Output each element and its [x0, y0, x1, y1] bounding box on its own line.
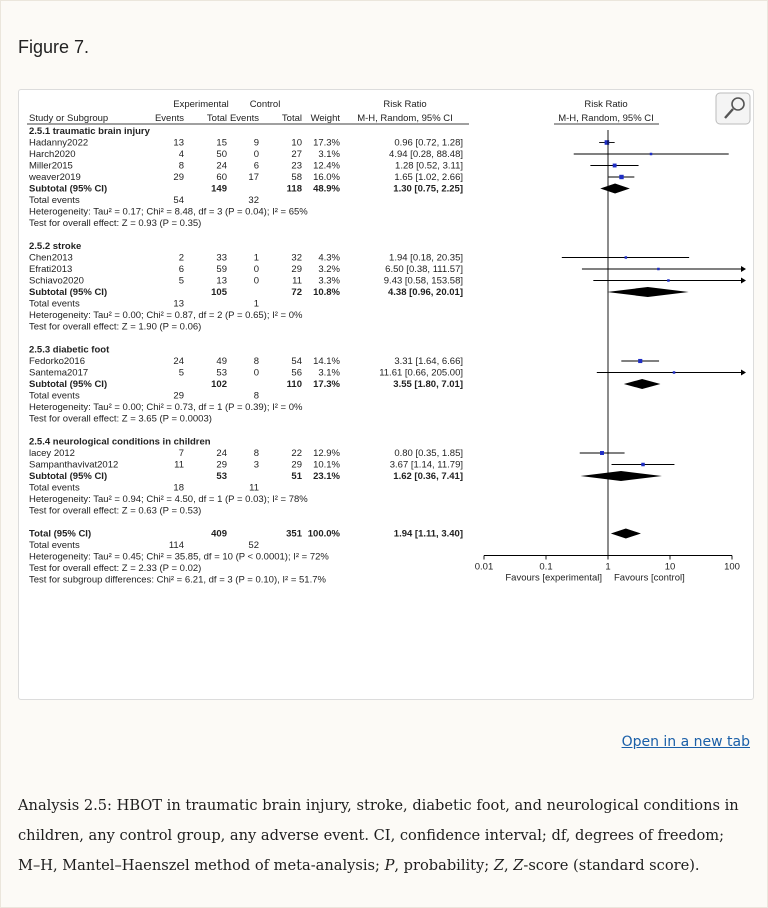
study-ctl-events: 6 — [253, 160, 259, 172]
header-study: Study or Subgroup — [29, 113, 109, 124]
header-method-plot: M-H, Random, 95% CI — [558, 113, 654, 124]
caption-part: Analysis 2.5: HBOT in traumatic brain injury, stroke, diabetic foot, and neurological conditions in children, any control group, any adverse event. CI, confidence interval; df, degrees of freedom; M–H, Mantel–Haenszel method of meta-analysis; — [18, 797, 739, 874]
total-events-exp: 18 — [173, 482, 184, 494]
header-method: M-H, Random, 95% CI — [357, 113, 453, 124]
heterogeneity-text: Heterogeneity: Tau² = 0.17; Chi² = 8.48, df = 3 (P = 0.04); I² = 65% — [29, 206, 308, 218]
study-ci: 11.61 [0.66, 205.00] — [379, 367, 463, 379]
study-ctl-events: 0 — [253, 275, 259, 287]
study-name: weaver2019 — [29, 172, 81, 183]
study-weight: 3.2% — [318, 264, 340, 275]
caption-part: , probability; — [394, 857, 494, 874]
study-weight: 10.1% — [313, 459, 340, 471]
total-label: Total (95% CI) — [29, 528, 92, 540]
total-ci: 1.94 [1.11, 3.40] — [393, 528, 463, 540]
study-weight: 3.1% — [318, 149, 340, 160]
total-events-label: Total events — [29, 482, 80, 494]
subtotal-diamond — [580, 471, 661, 481]
header-ctl-events: Events — [229, 113, 259, 124]
study-ctl-total: 29 — [291, 264, 302, 275]
study-ctl-events: 0 — [253, 149, 259, 160]
study-ctl-total: 11 — [292, 275, 302, 287]
x-tick-label: 1 — [605, 561, 611, 573]
subtotal-weight: 17.3% — [313, 379, 340, 390]
study-exp-events: 13 — [173, 137, 184, 149]
study-square — [600, 451, 604, 455]
study-exp-events: 11 — [174, 459, 184, 471]
study-name: Miller2015 — [29, 160, 73, 172]
study-ci: 3.67 [1.14, 11.79] — [389, 459, 463, 471]
total-events-ctl: 11 — [249, 482, 259, 494]
header-risk-ratio: Risk Ratio — [383, 99, 427, 110]
subgroup-title: 2.5.1 traumatic brain injury — [29, 126, 150, 137]
grand-total-events-exp: 114 — [168, 540, 184, 551]
header-exp-events: Events — [154, 113, 184, 124]
favours-control-label: Favours [control] — [614, 572, 685, 584]
study-exp-total: 53 — [216, 367, 227, 379]
study-ctl-total: 22 — [291, 448, 302, 459]
grand-total-events-label: Total events — [29, 540, 80, 551]
subtotal-exp-total: 102 — [211, 379, 227, 390]
study-arrow — [741, 370, 746, 376]
study-ctl-events: 9 — [253, 137, 259, 149]
study-ctl-total: 54 — [291, 356, 302, 367]
study-ctl-events: 17 — [248, 172, 259, 183]
study-ci: 0.96 [0.72, 1.28] — [394, 137, 463, 149]
forest-plot-figure[interactable] — [18, 89, 754, 700]
total-events-ctl: 1 — [253, 298, 259, 310]
total-exp-total: 409 — [211, 528, 227, 540]
study-ctl-total: 56 — [291, 367, 302, 379]
study-exp-events: 2 — [178, 252, 184, 264]
total-events-exp: 13 — [173, 298, 184, 310]
study-square — [619, 175, 623, 179]
subtotal-ci: 1.30 [0.75, 2.25] — [393, 183, 463, 195]
study-ctl-events: 8 — [253, 356, 259, 367]
study-name: Chen2013 — [29, 252, 73, 264]
x-tick-label: 0.1 — [539, 561, 553, 573]
open-in-new-tab-link[interactable]: Open in a new tab — [621, 734, 750, 750]
subgroup-title: 2.5.2 stroke — [29, 241, 82, 252]
study-name: Sampanthavivat2012 — [29, 459, 119, 471]
x-tick-label: 0.01 — [474, 561, 494, 573]
study-exp-total: 60 — [216, 172, 227, 183]
total-events-exp: 29 — [173, 390, 184, 402]
study-name: Hadanny2022 — [29, 137, 89, 149]
total-events-exp: 54 — [173, 195, 184, 206]
caption-part: Z — [513, 857, 524, 874]
header-experimental: Experimental — [173, 99, 229, 110]
study-weight: 3.1% — [318, 367, 340, 379]
subtotal-exp-total: 53 — [216, 471, 227, 482]
figure-label: Figure 7. — [18, 37, 90, 57]
study-exp-total: 59 — [216, 264, 227, 275]
subtotal-diamond — [624, 379, 661, 389]
study-exp-total: 29 — [216, 459, 227, 471]
heterogeneity-text: Heterogeneity: Tau² = 0.94; Chi² = 4.50, df = 1 (P = 0.03); I² = 78% — [29, 494, 308, 505]
total-events-ctl: 8 — [253, 390, 259, 402]
subtotal-diamond — [600, 184, 630, 194]
subtotal-ci: 1.62 [0.36, 7.41] — [393, 471, 463, 482]
study-ci: 1.28 [0.52, 3.11] — [395, 160, 463, 172]
study-arrow — [741, 278, 746, 284]
study-exp-total: 50 — [216, 149, 227, 160]
study-ctl-total: 29 — [291, 459, 302, 471]
total-events-label: Total events — [29, 298, 80, 310]
study-exp-events: 7 — [178, 448, 184, 459]
study-ctl-total: 23 — [291, 160, 302, 172]
header-weight: Weight — [310, 113, 340, 124]
study-name: lacey 2012 — [29, 448, 75, 459]
subtotal-label: Subtotal (95% CI) — [29, 183, 108, 195]
study-arrow — [741, 266, 746, 272]
footer-line: Test for overall effect: Z = 2.33 (P = 0.02) — [29, 563, 202, 574]
study-weight: 12.4% — [313, 160, 340, 172]
heterogeneity-text: Heterogeneity: Tau² = 0.00; Chi² = 0.73, df = 1 (P = 0.39); I² = 0% — [29, 402, 303, 413]
subtotal-weight: 48.9% — [313, 183, 340, 195]
x-tick-label: 10 — [664, 561, 676, 573]
subtotal-ctl-total: 110 — [286, 379, 302, 390]
caption-part: P — [384, 857, 395, 874]
study-exp-total: 15 — [216, 137, 227, 149]
study-square — [641, 463, 644, 466]
study-ctl-events: 3 — [253, 459, 259, 471]
study-weight: 17.3% — [313, 137, 340, 149]
study-name: Schiavo2020 — [29, 275, 84, 287]
study-ctl-total: 32 — [291, 252, 302, 264]
study-weight: 16.0% — [313, 172, 340, 183]
overall-effect-text: Test for overall effect: Z = 0.93 (P = 0.35) — [29, 218, 202, 229]
study-ci: 3.31 [1.64, 6.66] — [394, 356, 463, 367]
grand-total-events-ctl: 52 — [248, 540, 259, 551]
study-ctl-total: 27 — [291, 149, 302, 160]
study-exp-total: 49 — [216, 356, 227, 367]
study-ci: 1.65 [1.02, 2.66] — [394, 172, 463, 183]
subgroup-title: 2.5.3 diabetic foot — [29, 344, 110, 356]
favours-experimental-label: Favours [experimental] — [505, 572, 602, 584]
subtotal-ci: 3.55 [1.80, 7.01] — [393, 379, 463, 390]
total-diamond — [611, 529, 641, 539]
study-ci: 6.50 [0.38, 111.57] — [385, 264, 463, 275]
subtotal-ci: 4.38 [0.96, 20.01] — [388, 287, 463, 298]
header-ctl-total: Total — [281, 113, 302, 124]
study-ci: 0.80 [0.35, 1.85] — [394, 448, 463, 459]
study-exp-total: 33 — [216, 252, 227, 264]
study-square — [650, 153, 653, 156]
total-ctl-total: 351 — [286, 528, 302, 540]
subtotal-label: Subtotal (95% CI) — [29, 379, 108, 390]
figure-caption — [18, 791, 748, 881]
study-exp-total: 13 — [216, 275, 227, 287]
study-exp-total: 24 — [216, 160, 227, 172]
study-weight: 4.3% — [318, 252, 340, 264]
subtotal-exp-total: 105 — [211, 287, 227, 298]
study-square — [613, 164, 617, 168]
study-exp-total: 24 — [216, 448, 227, 459]
study-exp-events: 8 — [178, 160, 184, 172]
study-exp-events: 29 — [173, 172, 184, 183]
study-weight: 12.9% — [313, 448, 340, 459]
overall-effect-text: Test for overall effect: Z = 1.90 (P = 0.06) — [29, 321, 202, 333]
total-events-label: Total events — [29, 390, 80, 402]
study-exp-events: 4 — [178, 149, 184, 160]
study-exp-events: 24 — [173, 356, 184, 367]
study-name: Santema2017 — [29, 367, 89, 379]
subtotal-label: Subtotal (95% CI) — [29, 287, 108, 298]
study-square — [667, 279, 670, 282]
heterogeneity-text: Heterogeneity: Tau² = 0.00; Chi² = 0.87, df = 2 (P = 0.65); I² = 0% — [29, 310, 303, 321]
footer-line: Heterogeneity: Tau² = 0.45; Chi² = 35.85, df = 10 (P < 0.0001); I² = 72% — [29, 551, 329, 563]
x-tick-label: 100 — [724, 561, 740, 573]
overall-effect-text: Test for overall effect: Z = 3.65 (P = 0.0003) — [29, 413, 212, 425]
subgroup-title: 2.5.4 neurological conditions in children — [29, 436, 211, 448]
header-risk-ratio-plot: Risk Ratio — [584, 99, 628, 110]
header-exp-total: Total — [206, 113, 227, 124]
subtotal-weight: 23.1% — [313, 471, 340, 482]
caption-part: , — [503, 857, 514, 874]
forest-plot — [19, 90, 753, 699]
study-weight: 14.1% — [313, 356, 340, 367]
subtotal-exp-total: 149 — [211, 183, 227, 195]
caption-part: -score (standard score). — [523, 857, 700, 874]
study-square — [657, 268, 660, 271]
study-exp-events: 6 — [178, 264, 184, 275]
subtotal-ctl-total: 51 — [291, 471, 302, 482]
study-ctl-events: 1 — [253, 252, 259, 264]
study-weight: 3.3% — [318, 275, 340, 287]
study-exp-events: 5 — [178, 367, 184, 379]
study-ctl-total: 58 — [291, 172, 302, 183]
study-name: Fedorko2016 — [29, 356, 85, 367]
study-name: Efrati2013 — [29, 264, 73, 275]
study-square — [673, 371, 676, 374]
study-ci: 9.43 [0.58, 153.58] — [383, 275, 463, 287]
subtotal-ctl-total: 72 — [291, 287, 302, 298]
study-ctl-total: 10 — [291, 137, 302, 149]
study-square — [638, 359, 642, 363]
study-square — [625, 256, 628, 259]
study-ctl-events: 8 — [253, 448, 259, 459]
subtotal-weight: 10.8% — [313, 287, 340, 298]
subtotal-label: Subtotal (95% CI) — [29, 471, 108, 482]
overall-effect-text: Test for overall effect: Z = 0.63 (P = 0.53) — [29, 505, 202, 517]
study-ctl-events: 0 — [253, 264, 259, 275]
study-square — [605, 140, 610, 145]
study-ctl-events: 0 — [253, 367, 259, 379]
footer-line: Test for subgroup differences: Chi² = 6.21, df = 3 (P = 0.10), I² = 51.7% — [29, 574, 326, 586]
study-exp-events: 5 — [178, 275, 184, 287]
total-events-ctl: 32 — [248, 195, 259, 206]
header-control: Control — [249, 99, 281, 110]
study-name: Harch2020 — [29, 149, 76, 160]
study-ci: 1.94 [0.18, 20.35] — [389, 252, 463, 264]
subtotal-ctl-total: 118 — [286, 183, 302, 195]
caption-part: Z — [493, 857, 504, 874]
subtotal-diamond — [607, 287, 689, 297]
study-ci: 4.94 [0.28, 88.48] — [389, 149, 463, 160]
total-events-label: Total events — [29, 195, 80, 206]
total-weight: 100.0% — [307, 528, 340, 540]
